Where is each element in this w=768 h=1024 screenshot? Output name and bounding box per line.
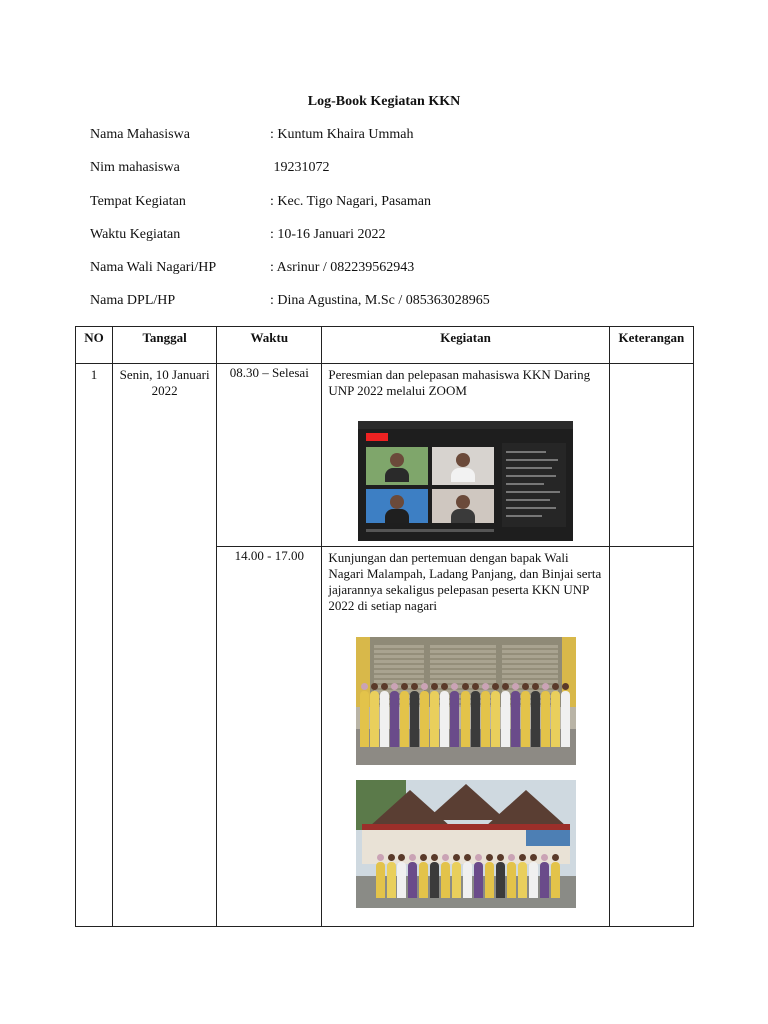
logbook-table bbox=[75, 326, 694, 927]
table-header-row bbox=[76, 327, 694, 364]
info-value: : Asrinur / 082239562943 bbox=[270, 260, 415, 275]
kegiatan-text: Peresmian dan pelepasan mahasiswa KKN Daring UNP 2022 melalui ZOOM bbox=[328, 367, 591, 398]
cell-keterangan bbox=[609, 364, 693, 547]
info-value: 19231072 bbox=[270, 160, 330, 175]
document-title: Log-Book Kegiatan KKN bbox=[307, 94, 461, 109]
info-value: : 10-16 Januari 2022 bbox=[270, 227, 386, 242]
kegiatan-text: Kunjungan dan pertemuan dengan bapak Wali Nagari Malampah, Ladang Panjang, dan Binjai serta jajarannya sekaligus pelepasan peserta KKN UNP 2022 di setiap nagari bbox=[328, 550, 602, 613]
info-label: Tempat Kegiatan bbox=[90, 194, 186, 209]
cell-waktu: 08.30 – Selesai bbox=[217, 364, 322, 547]
table-row bbox=[76, 364, 694, 547]
info-value: : Kuntum Khaira Ummah bbox=[270, 127, 414, 142]
info-value: : Kec. Tigo Nagari, Pasaman bbox=[270, 194, 431, 209]
header-tanggal: Tanggal bbox=[113, 327, 217, 364]
cell-waktu: 14.00 - 17.00 bbox=[217, 547, 322, 927]
header-waktu: Waktu bbox=[217, 327, 322, 364]
info-label: Nama DPL/HP bbox=[90, 293, 176, 308]
youtube-logo-icon bbox=[366, 433, 388, 441]
zoom-meeting-screenshot bbox=[358, 421, 573, 541]
header-keterangan: Keterangan bbox=[609, 327, 693, 364]
cell-keterangan bbox=[609, 547, 693, 927]
cell-tanggal: Senin, 10 Januari 2022 bbox=[113, 364, 217, 927]
group-photo-wali-nagari-office bbox=[356, 637, 576, 765]
cell-kegiatan bbox=[322, 547, 609, 927]
cell-kegiatan bbox=[322, 364, 609, 547]
info-value: : Dina Agustina, M.Sc / 085363028965 bbox=[270, 293, 490, 308]
info-label: Nama Wali Nagari/HP bbox=[90, 260, 217, 275]
header-kegiatan: Kegiatan bbox=[322, 327, 609, 364]
info-label: Waktu Kegiatan bbox=[90, 227, 181, 242]
header-no: NO bbox=[76, 327, 113, 364]
info-label: Nama Mahasiswa bbox=[90, 127, 190, 142]
group-photo-rumah-gadang bbox=[356, 780, 576, 908]
cell-no: 1 bbox=[76, 364, 113, 927]
info-label: Nim mahasiswa bbox=[90, 160, 180, 175]
